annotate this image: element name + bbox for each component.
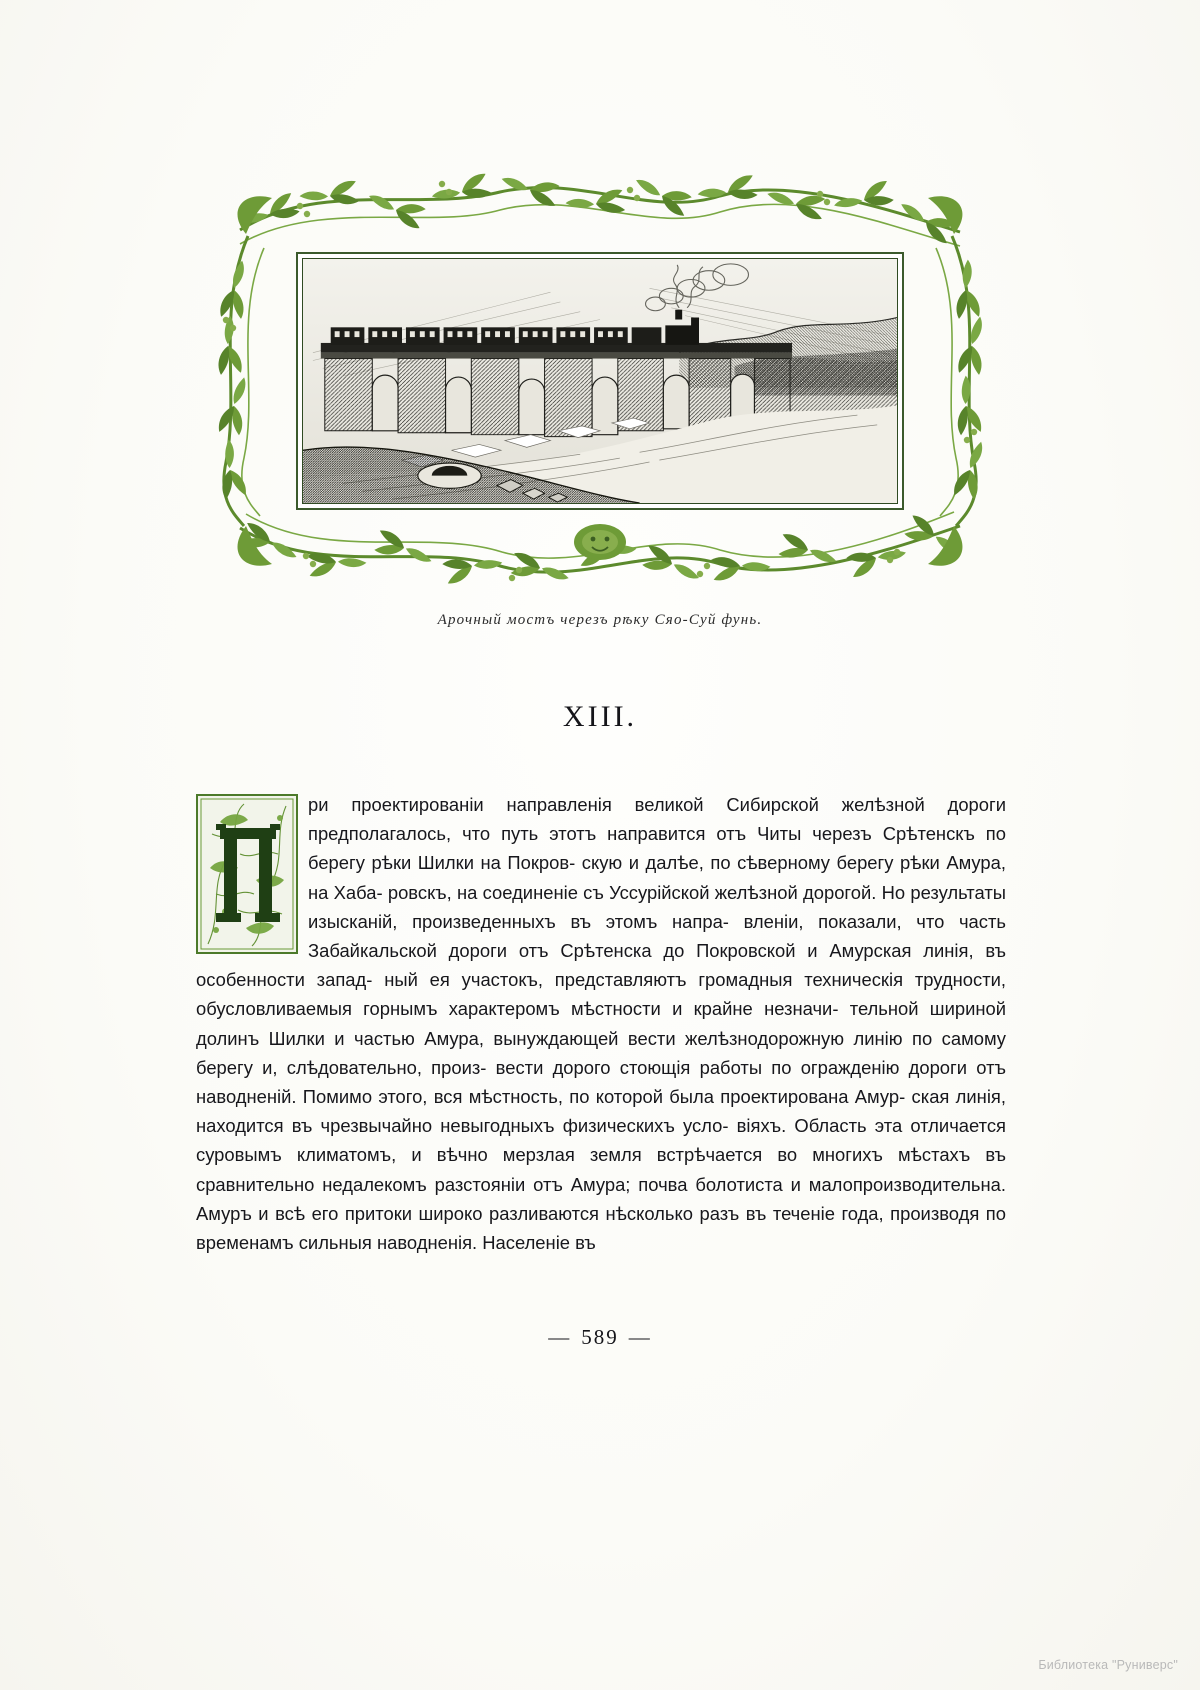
engraving-border [296, 252, 904, 510]
folio-dash-left: — [548, 1325, 572, 1349]
page-folio [0, 1325, 1200, 1350]
folio-dash-right: — [628, 1325, 652, 1349]
body-paragraph [196, 790, 1006, 1257]
folio-number: 589 [581, 1325, 619, 1349]
body-text-block [196, 790, 1006, 1257]
arched-railway-bridge-engraving [302, 258, 898, 504]
library-watermark: Библиотека "Руниверс" [1038, 1658, 1178, 1672]
illustration-caption: Арочный мостъ черезъ рѣку Сяо-Суй фунь. [437, 612, 763, 628]
decorated-dropcap [196, 794, 298, 954]
paragraph-text: ри проектированiи направленiя великой Сибирской желѣзной дороги предполагалось, что путь этотъ направится отъ Читы черезъ Срѣтенскъ по берегу рѣки Шилки на Покров- скую и далѣе, по сѣверному берегу рѣки Амура, на Хаба- ровскъ, на соединенiе съ Уссурiйской желѣзной дорогой. Но результаты изысканiй, произведенныхъ въ этомъ напра- вленiи, показали, что часть Забайкальской дороги отъ Срѣтенска до Покровской и Амурская линiя, въ особенности запад- ный ея участокъ, представляютъ громадныя техническiя трудности, обусловливаемыя горнымъ характеромъ мѣстности и крайне незначи- тельной шириной долинъ Шилки и частью Амура, вынуждающей вести желѣзнодорожную линiю по самому берегу и, слѣдовательно, произ- вести дорого стоющiя работы по огражденiю дороги отъ наводненiй. Помимо этого, вся мѣстность, по которой была проектирована Амур- ская линiя, находится въ чрезвычайно невыгодныхъ физическихъ усло- вiяхъ. Область эта отличается суровымъ климатомъ, и вѣчно мерзлая земля встрѣчается во многихъ мѣстахъ въ сравнительно недалекомъ разстоянiи отъ Амура; почва болотиста и малопроизводительна. Амуръ и всѣ его притоки широко разливаются нѣсколько разъ въ теченiе года, производя по временамъ сильныя наводненiя. Населенiе въ [196, 794, 1006, 1254]
chapter-number: XIII. [562, 700, 638, 733]
illustration-plate [200, 170, 1000, 590]
